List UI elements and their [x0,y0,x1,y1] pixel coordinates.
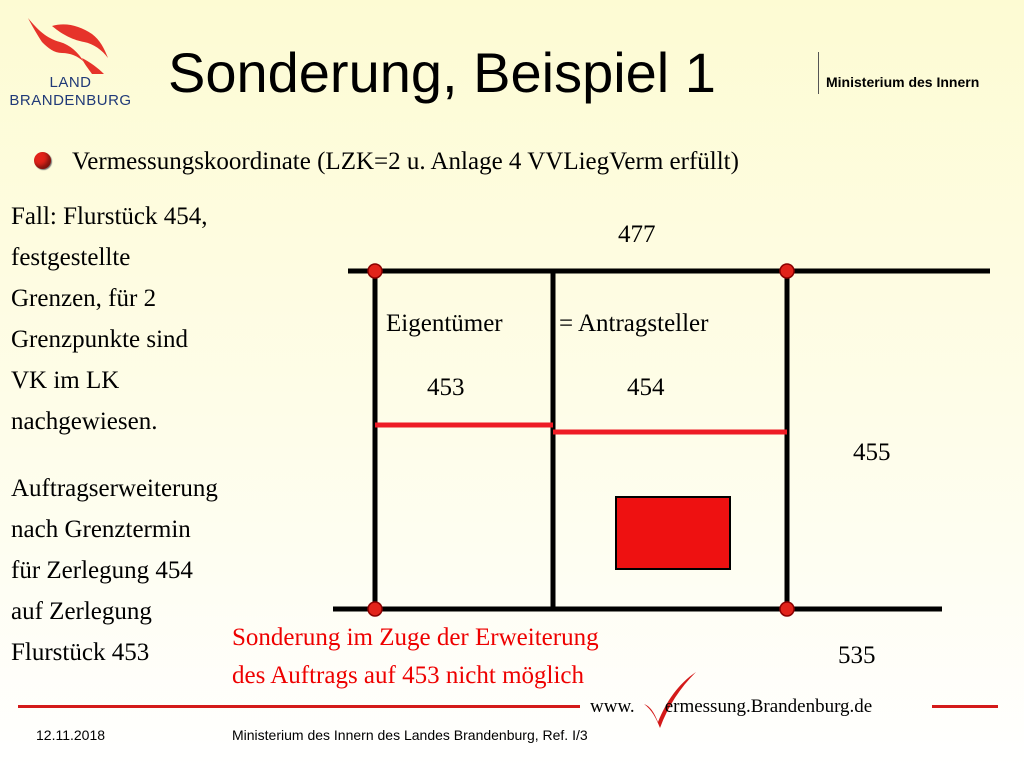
extension-description: Auftragserweiterung nach Grenztermin für Zerlegung 454 auf Zerlegung Flurstück 453 [11,475,218,666]
parcel-label-455: 455 [853,439,891,466]
website-link[interactable] [590,696,872,718]
parcel-label-454: 454 [627,374,665,401]
footer-rule-right [932,705,998,708]
boundary-point-ne [780,264,794,278]
website-prefix: www. [590,696,635,717]
footer-ministry: Ministerium des Innern des Landes Brandenburg, Ref. I/3 [232,727,588,743]
building [616,497,730,569]
boundary-point-nw [368,264,382,278]
ministry-label: Ministerium des Innern [826,74,980,90]
bullet-text: Vermessungskoordinate (LZK=2 u. Anlage 4 VVLiegVerm erfüllt) [72,148,739,175]
website-suffix: ermessung.Brandenburg.de [664,696,873,717]
footer-date: 12.11.2018 [36,727,106,743]
owner-label: Eigentümer [386,310,503,337]
parcel-label-535: 535 [838,642,876,669]
boundary-point-se [780,602,794,616]
parcel-label-477: 477 [618,221,656,248]
parcel-label-453: 453 [427,374,465,401]
logo-text-land: LAND [49,74,92,91]
applicant-label: = Antragsteller [559,310,709,337]
boundary-point-sw [368,602,382,616]
page-title: Sonderung, Beispiel 1 [168,41,716,104]
sonderung-note: Sonderung im Zuge der Erweiterung des Auftrags auf 453 nicht möglich [232,624,599,689]
footer-rule-left [18,705,580,708]
case-description: Fall: Flurstück 454, festgestellte Grenzen, für 2 Grenzpunkte sind VK im LK nachgewiesen. [11,203,208,435]
logo-text-brandenburg: BRANDENBURG [9,92,132,109]
